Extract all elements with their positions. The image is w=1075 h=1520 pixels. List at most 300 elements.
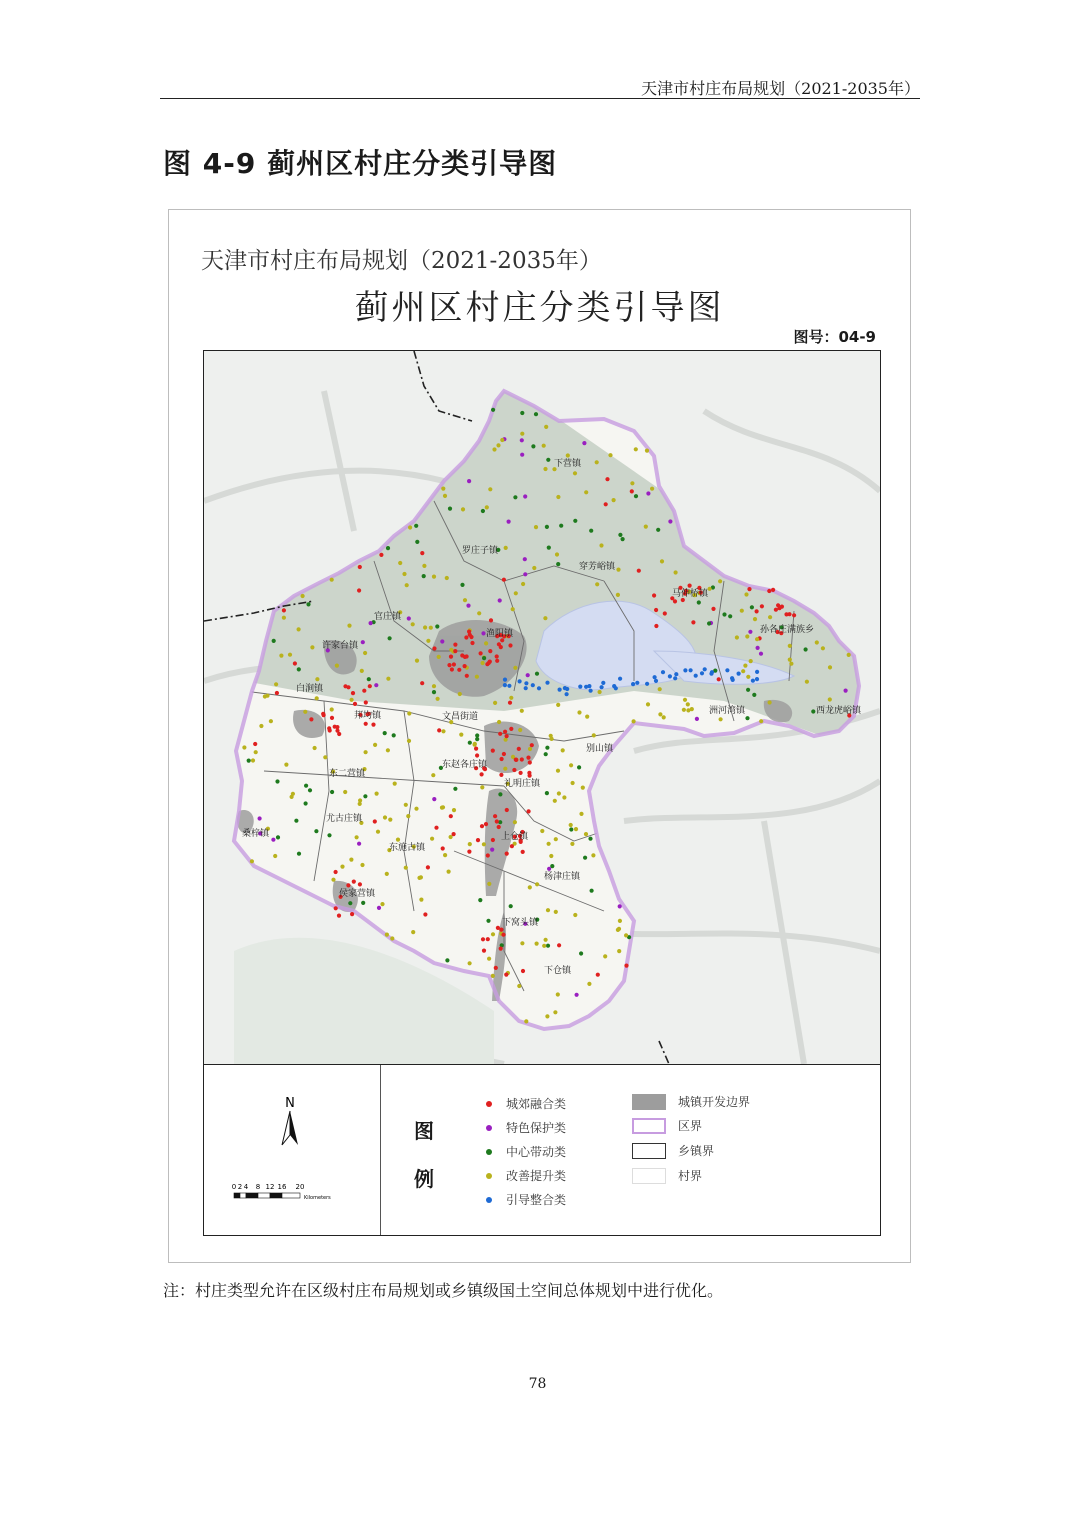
header-rule <box>160 98 920 99</box>
scale-segment <box>258 1193 270 1198</box>
village-point <box>377 906 381 910</box>
village-point <box>432 797 436 801</box>
village-point <box>524 1019 528 1023</box>
village-point <box>545 525 549 529</box>
village-point <box>480 824 484 828</box>
village-point <box>491 408 495 412</box>
village-point <box>521 969 525 973</box>
village-point <box>549 734 553 738</box>
village-point <box>508 701 512 705</box>
village-point <box>498 732 502 736</box>
village-point <box>440 806 444 810</box>
village-point <box>621 537 625 541</box>
village-point <box>504 738 508 742</box>
village-point <box>604 502 608 506</box>
village-point <box>443 494 447 498</box>
village-point <box>340 865 344 869</box>
village-point <box>518 728 522 732</box>
village-point <box>612 684 616 688</box>
village-point <box>417 876 421 880</box>
village-point <box>499 928 503 932</box>
village-point <box>654 624 658 628</box>
village-point <box>760 604 764 608</box>
village-point <box>553 1010 557 1014</box>
village-point <box>526 756 530 760</box>
village-point <box>486 937 490 941</box>
village-point <box>484 641 488 645</box>
legend-label: 特色保护类 <box>506 1121 567 1135</box>
scale-bar <box>232 1183 331 1201</box>
town-label: 东施古镇 <box>389 843 426 853</box>
village-point <box>815 640 819 644</box>
village-point <box>475 737 479 741</box>
map-title: 蓟州区村庄分类引导图 <box>354 288 725 328</box>
village-point <box>411 930 415 934</box>
legend-label: 城镇开发边界 <box>678 1095 751 1109</box>
village-point <box>545 746 549 750</box>
village-point <box>711 607 715 611</box>
village-point <box>618 533 622 537</box>
village-point <box>293 661 297 665</box>
village-point <box>330 716 334 720</box>
village-point <box>811 709 815 713</box>
village-point <box>474 747 478 751</box>
village-point <box>272 639 276 643</box>
village-point <box>717 677 721 681</box>
page-number: 78 <box>528 1376 547 1392</box>
village-point <box>596 973 600 977</box>
village-point <box>323 755 327 759</box>
north-arrow-icon <box>282 1111 290 1145</box>
village-point <box>490 848 494 852</box>
village-point <box>573 519 577 523</box>
village-point <box>396 838 400 842</box>
map-canvas <box>204 351 880 1064</box>
village-point <box>383 731 387 735</box>
village-point <box>503 767 507 771</box>
village-point <box>828 697 832 701</box>
village-point <box>404 866 408 870</box>
village-point <box>468 961 472 965</box>
village-point <box>527 771 531 775</box>
village-point <box>357 842 361 846</box>
village-point <box>380 902 384 906</box>
village-point <box>535 672 539 676</box>
village-point <box>559 524 563 528</box>
village-point <box>494 966 498 970</box>
legend-item-improvement <box>486 1167 566 1184</box>
village-point <box>393 782 397 786</box>
village-point <box>634 494 638 498</box>
town-label: 孙各庄满族乡 <box>760 625 815 635</box>
village-point <box>357 588 361 592</box>
village-point <box>847 653 851 657</box>
village-point <box>327 833 331 837</box>
village-point <box>520 757 524 761</box>
village-point <box>276 835 280 839</box>
village-point <box>528 747 532 751</box>
village-point <box>573 471 577 475</box>
village-point <box>258 816 262 820</box>
village-point <box>546 458 550 462</box>
village-point <box>310 645 314 649</box>
village-point <box>388 636 392 640</box>
village-point <box>513 820 517 824</box>
village-point <box>352 880 356 884</box>
village-point <box>505 852 509 856</box>
village-point <box>600 685 604 689</box>
village-point <box>379 553 383 557</box>
village-point <box>523 572 527 576</box>
village-point <box>526 673 530 677</box>
village-point <box>517 747 521 751</box>
village-point <box>750 605 754 609</box>
village-point <box>489 618 493 622</box>
village-point <box>463 598 467 602</box>
purple-dot-icon <box>486 1125 492 1131</box>
village-point <box>420 551 424 555</box>
village-point <box>595 460 599 464</box>
village-point <box>544 938 548 942</box>
village-point <box>571 781 575 785</box>
village-point <box>275 691 279 695</box>
village-point <box>507 684 511 688</box>
village-point <box>473 743 477 747</box>
town-label: 西龙虎峪镇 <box>816 706 862 716</box>
village-point <box>547 867 551 871</box>
village-point <box>579 812 583 816</box>
village-point <box>617 949 621 953</box>
village-point <box>468 842 472 846</box>
village-point <box>654 608 658 612</box>
village-point <box>373 743 377 747</box>
village-point <box>581 786 585 790</box>
village-point <box>740 609 744 613</box>
village-point <box>513 495 517 499</box>
village-point <box>745 716 749 720</box>
village-point <box>503 730 507 734</box>
village-point <box>315 677 319 681</box>
legend-heading-2: 例 <box>414 1167 434 1191</box>
village-point <box>493 814 497 818</box>
village-point <box>368 684 372 688</box>
village-point <box>556 992 560 996</box>
village-point <box>481 631 485 635</box>
village-point <box>624 933 628 937</box>
village-point <box>343 790 347 794</box>
village-point <box>468 633 472 637</box>
village-point <box>804 647 808 651</box>
village-point <box>294 819 298 823</box>
village-point <box>415 659 419 663</box>
village-point <box>373 819 377 823</box>
village-point <box>481 661 485 665</box>
village-point <box>748 630 752 634</box>
village-point <box>376 830 380 834</box>
village-point <box>247 759 251 763</box>
blue-dot-icon <box>486 1197 492 1203</box>
town-label: 东赵各庄镇 <box>442 760 488 770</box>
village-point <box>569 827 573 831</box>
village-point <box>565 692 569 696</box>
village-point <box>630 481 634 485</box>
village-point <box>314 829 318 833</box>
village-point <box>511 607 515 611</box>
village-point <box>450 667 454 671</box>
village-point <box>725 668 729 672</box>
village-point <box>534 412 538 416</box>
village-point <box>242 745 246 749</box>
village-point <box>441 729 445 733</box>
village-point <box>447 663 451 667</box>
village-point <box>422 564 426 568</box>
village-point <box>360 863 364 867</box>
village-point <box>453 649 457 653</box>
village-point <box>360 669 364 673</box>
village-point <box>315 696 319 700</box>
village-point <box>668 674 672 678</box>
village-point <box>789 662 793 666</box>
village-point <box>297 627 301 631</box>
village-point <box>645 449 649 453</box>
village-point <box>780 605 784 609</box>
scale-tick-label: 12 <box>265 1183 275 1191</box>
village-point <box>528 760 532 764</box>
town-label: 文昌街道 <box>442 712 479 722</box>
village-point <box>601 681 605 685</box>
village-point <box>486 853 490 857</box>
village-point <box>562 795 566 799</box>
village-point <box>468 741 472 745</box>
map-area[interactable] <box>203 350 881 1065</box>
village-point <box>334 906 338 910</box>
village-point <box>653 675 657 679</box>
village-point <box>355 835 359 839</box>
village-point <box>546 908 550 912</box>
village-point <box>308 788 312 792</box>
village-point <box>741 669 745 673</box>
running-header: 天津市村庄布局规划（2021-2035年） <box>641 79 920 98</box>
legend-item-center-driven <box>486 1143 566 1160</box>
village-point <box>496 443 500 447</box>
village-point <box>485 505 489 509</box>
village-point <box>467 479 471 483</box>
figure-note: 注：村庄类型允许在区级村庄布局规划或乡镇级国土空间总体规划中进行优化。 <box>163 1281 724 1300</box>
village-point <box>491 838 495 842</box>
village-point <box>561 748 565 752</box>
village-point <box>566 453 570 457</box>
village-point <box>520 453 524 457</box>
village-point <box>543 467 547 471</box>
village-point <box>480 772 484 776</box>
village-point <box>550 864 554 868</box>
village-point <box>358 798 362 802</box>
legend-item-guided-integration <box>486 1191 566 1208</box>
village-point <box>502 752 506 756</box>
scale-segment <box>270 1193 282 1198</box>
village-point <box>251 758 255 762</box>
village-point <box>646 702 650 706</box>
village-point <box>535 942 539 946</box>
village-point <box>432 575 436 579</box>
village-point <box>749 659 753 663</box>
village-point <box>650 487 654 491</box>
village-point <box>353 702 357 706</box>
town-label: 礼明庄镇 <box>504 779 541 789</box>
olive-dot-icon <box>486 1173 492 1179</box>
village-point <box>759 719 763 723</box>
village-point <box>683 668 687 672</box>
village-point <box>449 655 453 659</box>
village-point <box>419 898 423 902</box>
village-point <box>414 807 418 811</box>
village-point <box>499 947 503 951</box>
village-point <box>521 582 525 586</box>
village-point <box>585 715 589 719</box>
village-point <box>569 763 573 767</box>
village-point <box>402 572 406 576</box>
village-point <box>821 646 825 650</box>
village-point <box>535 882 539 886</box>
village-point <box>358 882 362 886</box>
village-point <box>668 519 672 523</box>
village-point <box>499 773 503 777</box>
figure-caption: 图 4-9 蓟州区村庄分类引导图 <box>163 147 558 180</box>
legend-heading-1: 图 <box>414 1119 434 1143</box>
village-point <box>509 727 513 731</box>
scale-segment <box>246 1193 258 1198</box>
village-point <box>498 598 502 602</box>
village-point <box>290 795 294 799</box>
village-point <box>452 808 456 812</box>
village-point <box>557 791 561 795</box>
village-point <box>534 525 538 529</box>
village-point <box>495 654 499 658</box>
village-point <box>431 773 435 777</box>
village-point <box>555 552 559 556</box>
village-point <box>481 509 485 513</box>
village-point <box>488 487 492 491</box>
village-point <box>556 769 560 773</box>
village-point <box>480 785 484 789</box>
village-point <box>414 524 418 528</box>
village-point <box>303 710 307 714</box>
map-frame <box>168 209 911 1263</box>
village-point <box>263 694 267 698</box>
village-point <box>429 626 433 630</box>
village-point <box>358 565 362 569</box>
village-point <box>463 655 467 659</box>
village-point <box>631 682 635 686</box>
village-point <box>449 814 453 818</box>
village-point <box>728 614 732 618</box>
village-point <box>608 453 612 457</box>
village-point <box>605 477 609 481</box>
village-point <box>518 679 522 683</box>
village-point <box>612 498 616 502</box>
village-point <box>458 692 462 696</box>
legend-label: 乡镇界 <box>678 1144 715 1158</box>
scale-segment <box>282 1193 300 1198</box>
village-point <box>504 973 508 977</box>
village-point <box>347 624 351 628</box>
village-point <box>282 616 286 620</box>
village-point <box>440 639 444 643</box>
village-point <box>362 689 366 693</box>
village-point <box>361 640 365 644</box>
village-point <box>309 717 313 721</box>
village-point <box>523 557 527 561</box>
village-point <box>269 719 273 723</box>
village-point <box>637 569 641 573</box>
legend-label: 区界 <box>678 1119 703 1133</box>
village-point <box>348 901 352 905</box>
village-point <box>523 494 527 498</box>
town-label: 下窝头镇 <box>502 918 539 928</box>
village-point <box>385 933 389 937</box>
village-point <box>508 643 512 647</box>
town-label: 白涧镇 <box>296 684 324 694</box>
village-point <box>577 765 581 769</box>
village-point <box>250 859 254 863</box>
village-point <box>350 698 354 702</box>
village-point <box>500 438 504 442</box>
village-point <box>599 543 603 547</box>
scale-tick-label: 16 <box>277 1183 287 1191</box>
legend-label: 城郊融合类 <box>506 1097 567 1111</box>
village-point <box>467 850 471 854</box>
legend-item-township-boundary <box>632 1142 714 1159</box>
town-label: 别山镇 <box>586 744 614 754</box>
village-point <box>301 594 305 598</box>
village-point <box>386 546 390 550</box>
scale-and-north <box>204 1065 380 1235</box>
village-point <box>335 729 339 733</box>
village-point <box>486 919 490 923</box>
village-point <box>788 658 792 662</box>
village-point <box>337 914 341 918</box>
legend-label: 改善提升类 <box>506 1169 567 1183</box>
village-point <box>662 715 666 719</box>
village-point <box>432 690 436 694</box>
village-point <box>547 546 551 550</box>
village-point <box>437 655 441 659</box>
village-point <box>570 842 574 846</box>
town-label: 洲河湾镇 <box>709 706 746 716</box>
village-point <box>411 622 415 626</box>
village-point <box>531 444 535 448</box>
village-point <box>504 546 508 550</box>
village-point <box>844 689 848 693</box>
town-label: 下营镇 <box>554 459 582 469</box>
village-point <box>501 933 505 937</box>
village-point <box>709 672 713 676</box>
village-point <box>487 957 491 961</box>
village-point <box>590 889 594 893</box>
village-point <box>274 682 278 686</box>
town-label: 下仓镇 <box>544 966 572 976</box>
village-point <box>430 837 434 841</box>
scale-tick-label: 20 <box>295 1183 305 1191</box>
village-point <box>771 588 775 592</box>
village-point <box>573 913 577 917</box>
green-dot-icon <box>486 1149 492 1155</box>
village-point <box>589 689 593 693</box>
village-point <box>755 677 759 681</box>
village-point <box>694 674 698 678</box>
village-point <box>330 578 334 582</box>
village-point <box>375 792 379 796</box>
